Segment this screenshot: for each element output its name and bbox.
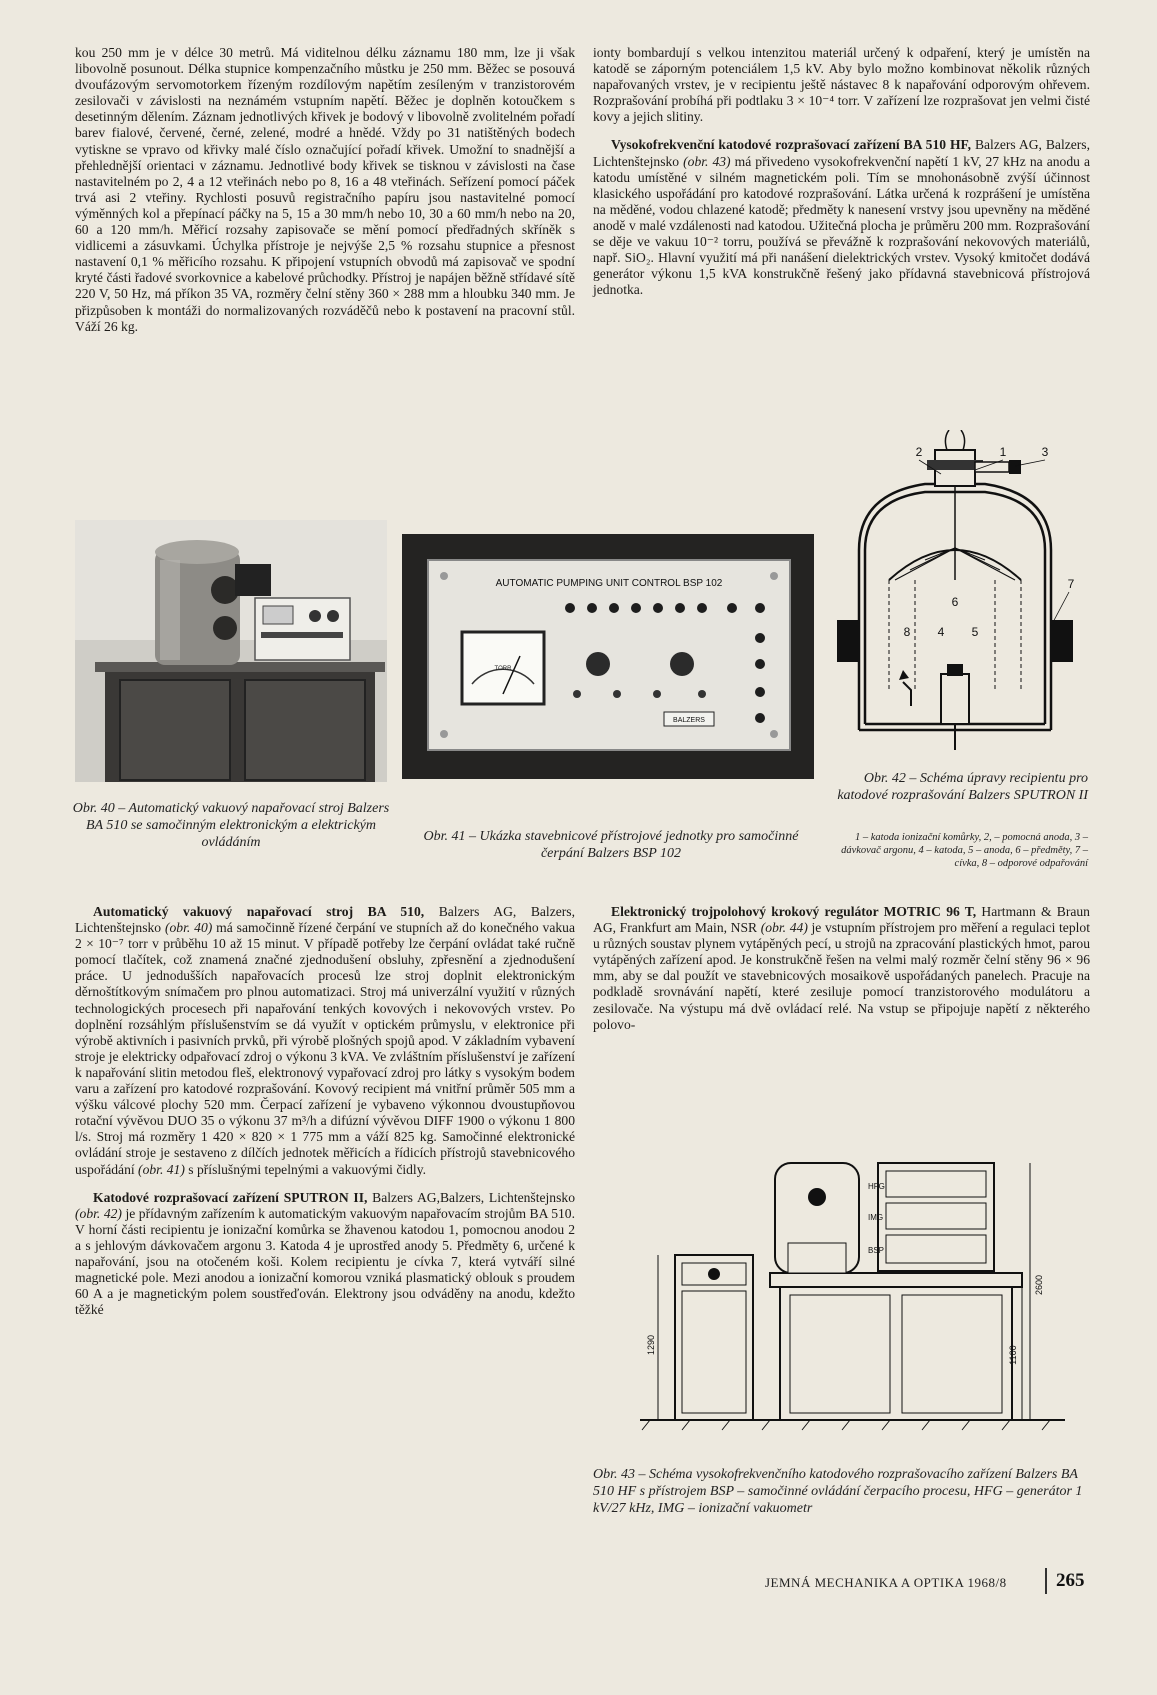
label-3: 3: [1041, 445, 1049, 459]
fig40-photo: [75, 520, 387, 782]
top-right-column: [593, 45, 1090, 310]
journal-footer: JEMNÁ MECHANIKA A OPTIKA 1968/8: [765, 1575, 1007, 1590]
meter-label: TORR: [494, 666, 512, 672]
top-left-column: [75, 45, 575, 347]
footer-divider: [1045, 1568, 1047, 1594]
bsp102-panel-illustration: [402, 534, 814, 779]
fig41-caption: Obr. 41 – Ukázka stavebnicové přístrojové jednotky pro samočinné čerpání Balzers BSP 102: [423, 829, 799, 861]
dim-2600: 2600: [1034, 1274, 1044, 1296]
fig42-schematic: [815, 430, 1095, 760]
hfg-label: HFG: [868, 1182, 885, 1191]
sputron-paragraph: Katodové rozprašovací zařízení SPUTRON II, Balzers AG,Balzers, Lichtenštejnsko (obr. 42) je přídavným zařízením k automatickým vakuovým napařovacím strojům BA 510. V horní části recipientu je ionizační komůrka se žhavenou katodou 1, pomocnou anodou 2 a s jehlovým dávkovačem argonu 3. Katoda 4 je uprostřed anody 5. Předměty 6, určené k napařování, jsou na otočeném koši. Kolem recipientu je cívka 7, která vytváří silné magnetické pole. Mezi anodou a ionizační komorou vzniká plasmatický oblouk s proudem 60 A a je magnetickým polem soustřeďován. Elektrony jsou odváděny na anodu, kdežto těžké: [75, 1189, 575, 1318]
ba510hf-drawing: [630, 1135, 1075, 1435]
label-8: 8: [903, 625, 911, 639]
label-5: 5: [971, 625, 979, 639]
label-6: 6: [951, 595, 959, 609]
ba510hf-paragraph: Vysokofrekvenční katodové rozprašovací zařízení BA 510 HF, Balzers AG, Balzers, Lichtenštejnsko (obr. 43) má přivedeno vysokofrekvenční napětí 1 kV, 27 kHz na anodu a katodu umístěné v silném magnetickém poli. Tím se mnohonásobně zvýší účinnost klasického uspořádání pro katodové rozprašování. Látka určená k rozprášení je umístěna na měděné, vodou chlazené katodě; předměty k nanesení vrstvy jsou upevněny na měděné anodě v malé vzdálenosti nad katodou. Užitečná plocha je průměru 200 mm. Rozprašování se děje ve vakuu 10⁻² torru, používá se převážně k rozprašování nekovových materiálů, např. SiO₂. Hlavní využití má při nanášení dielektrických vrstev. Vysoký kmitočet dodává generátor výkonu 1,5 kVA konstrukčně řešený jako přídavná stavebnicová přístrojová jednotka.: [593, 137, 1090, 298]
sputron-title: Katodové rozprašovací zařízení SPUTRON II,: [93, 1189, 368, 1205]
panel-brand: BALZERS: [673, 717, 705, 724]
panel-title: AUTOMATIC PUMPING UNIT CONTROL BSP 102: [495, 578, 723, 589]
fig41-photo: [402, 534, 814, 779]
label-4: 4: [937, 625, 945, 639]
img-label: IMG: [868, 1213, 884, 1222]
vacuum-machine-illustration: [75, 520, 387, 782]
ba510-paragraph: Automatický vakuový napařovací stroj BA 510, Balzers AG, Balzers, Lichtenštejnsko (obr. 40) má samočinně řízené čerpání ve stupních až do konečného vakua 2 × 10⁻⁷ torr v průběhu 10 až 15 minut. V případě potřeby lze čerpání ovládat také ručně pomocí tlačítek, což znamená značné zjednodušení obsluhy, zpřesnění a zjednodušení práce. U jednodušších napařovacích procesů lze stroj doplnit elektronickým děrnoštítkovým snímačem pro plnou automatizaci. Stroj má univerzální využití v různých technologických procesech při napařování tenkých kovových i nekovových vrstev. Po doplnění rozsáhlým příslušenstvím se dá využít v optickém průmyslu, v elektronice při výrobě aktivních i pasivních prvků, při výrobě plošných spojů apod. V základním vybavení stroje je elektricky odpařovací zdroj o výkonu 3 kVA. Ve zvláštním příslušenství je zařízení k napařování slitin metodou fleš, elektronový vypařovací zdroj pro látky s vysokým bodem varu a zařízení pro katodové rozprašování. Kovový recipient má vnitřní průměr 505 mm a výšku válcové plochy 520 mm. Čerpací zařízení je vybaveno výkonnou dvoustupňovou rotační vývěvou DUO 35 o výkonu 37 m³/h a difúzní vývěvou DIFF 1900 o výkonu 1 800 l/s. Stroj má rozměry 1 420 × 820 × 1 775 mm a váží 825 kg. Samočinné elektronické ovládání stroje je sestaveno z dílčích jednotek měřicích a řídicích přístrojů stavebnicového uspořádání (obr. 41) s příslušnými tepelnými a vakuovými čidly.: [75, 904, 575, 1177]
sputron-continued-paragraph: ionty bombardují s velkou intenzitou materiál určený k odpaření, který je umístěn na katodě se záporným potenciálem 1,5 kV. Aby bylo možno kombinovat několik různých napařovaných vrstev, je v recipientu ještě nástavec 8 k napařování odporovým ohřevem. Rozprašování probíhá při podtlaku 3 × 10⁻⁴ torr. V zařízení lze rozprašovat jen velmi čisté kovy a jejich slitiny.: [593, 45, 1090, 125]
bottom-right-column: [593, 904, 1090, 1045]
label-1: 1: [999, 445, 1007, 459]
sputron-schematic-drawing: [815, 430, 1095, 760]
fig43-drawing: [630, 1135, 1075, 1435]
dim-1290: 1290: [646, 1334, 656, 1356]
ba510-title: Automatický vakuový napařovací stroj BA 510,: [93, 904, 425, 919]
ba510hf-title: Vysokofrekvenční katodové rozprašovací zařízení BA 510 HF,: [611, 137, 972, 153]
bsp-label: BSP: [868, 1246, 885, 1255]
fig43-caption: Obr. 43 – Schéma vysokofrekvenčního katodového rozprašovacího zařízení Balzers BA 510 HF s přístrojem BSP – samočinné ovládání čerpacího procesu, HFG – generátor 1 kV/27 kHz, IMG – ionizační vakuometr: [593, 1467, 1083, 1516]
recorder-paragraph: kou 250 mm je v délce 30 metrů. Má viditelnou délku záznamu 180 mm, lze ji však libovolně posunout. Délka stupnice kompenzačního můstku je 250 mm. Běžec se posouvá dvoufázovým servomotorkem řízeným rozdílovým napětím zesíleným v tranzistorovém zesilovači v závislosti na neznámém vstupním napětí. Běžec je doplněn kotoučkem s desetinným dělením. Záznam jednotlivých křivek je bodový v libovolně zvolitelném pořadí barev fialové, červené, černé, zelené, modré a hnědé. Vždy po 31 natištěných bodech vytiskne se vpravo od křivky malé číslo označující pořadí křivek. Umožní to snadnější a přehlednější orientaci v záznamu. Jednotlivé body křivek se tisknou v závislosti na čase nastavitelném po 2, 4 a 12 vteřinách nebo po 8, 16 a 48 vteřinách. Seřízení pomocí páček trvá asi 2 vteřiny. Rychlosti posuvů registračního papíru jsou nastavitelné pomocí výměnných kol a přepínací páčky na 5, 15 a 30 mm/h nebo 10, 30 a 60 mm/h nebo na 20, 60 a 120 mm/h. Měřicí rozsahy zapisovače se mění pomocí předřadných skříněk s vidlicemi a zásuvkami. Úchylka přístroje je nejvýše 2,5 % rozsahu stupnice a přesnost nastavení 0,1 % měřicího rozsahu. K připojení vstupních obvodů má zapisovač ve spodní kryté části řadové svorkovnice a kabelové průchodky. Přístroj je napájen běžně střídavé sítě 220 V, 50 Hz, má příkon 35 VA, rozměry čelní stěny 360 × 288 mm a hloubku 340 mm. Je přizpůsoben k montáži do normalizovaných rozváděčů nebo k postavení na pracovní stůl. Váží 26 kg.: [75, 45, 575, 334]
dim-1100: 1100: [1008, 1345, 1018, 1365]
label-2: 2: [915, 445, 923, 459]
fig40-caption: Obr. 40 – Automatický vakuový napařovací stroj Balzers BA 510 se samočinným elektronickým a elektrickým ovládáním: [72, 801, 390, 850]
motric-paragraph: Elektronický trojpolohový krokový regulátor MOTRIC 96 T, Hartmann & Braun AG, Frankfurt am Main, NSR (obr. 44) je vstupním přístrojem pro měření a regulaci teplot u různých soustav plynem vytápěných pecí, u strojů na zpracování plastických hmot, parou vytápěných zařízení apod. Je konstrukčně řešen na velmi malý rozměr čelní stěny 96 × 96 mm, aby se dal použít ve stavebnicových mosaikově uspořádaných panelech. Pracuje na podkladě srovnávání napětí, které zesiluje pomocí tranzistorového modulátoru a zesilovače. Na výstupu má dvě ovládací relé. Na vstup se připojuje napětí z některého polovo-: [593, 904, 1090, 1032]
motric-title: Elektronický trojpolohový krokový regulátor MOTRIC 96 T,: [611, 904, 977, 919]
fig42-legend: 1 – katoda ionizační komůrky, 2, – pomocná anoda, 3 – dávkovač argonu, 4 – katoda, 5 – anoda, 6 – předměty, 7 – cívka, 8 – odporové odpařování: [841, 832, 1088, 869]
bottom-left-column: [75, 904, 575, 1330]
label-7: 7: [1067, 577, 1075, 591]
fig42-caption: Obr. 42 – Schéma úpravy recipientu pro katodové rozprašování Balzers SPUTRON II: [837, 771, 1088, 803]
page-number: 265: [1056, 1570, 1085, 1591]
